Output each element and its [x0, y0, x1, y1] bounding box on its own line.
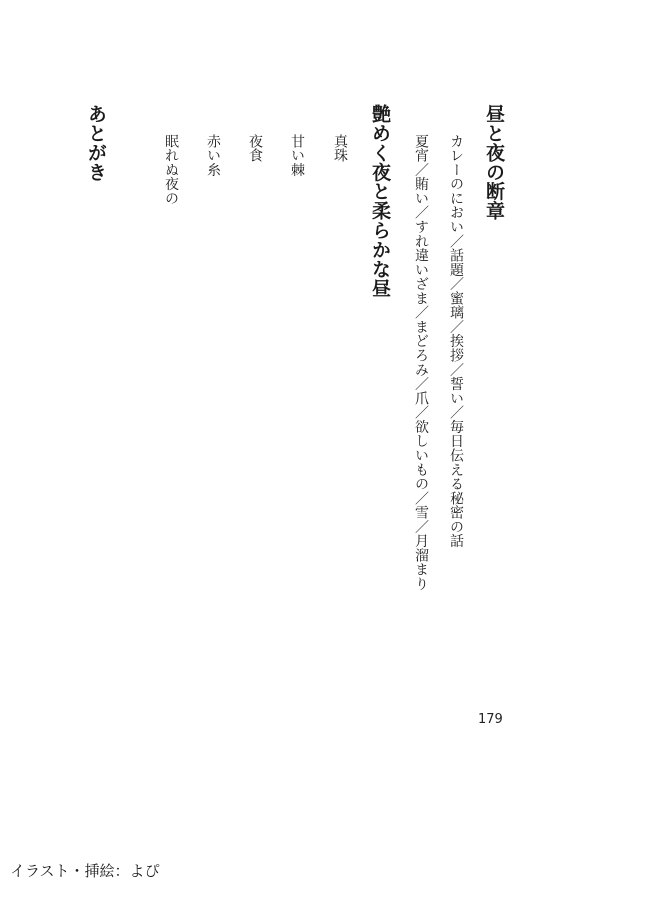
entry-list-line-1: カレーのにおい／話題／蜜璃／挨拶／誓い／毎日伝える秘密の話 — [448, 134, 464, 549]
illustrator-credit: イラスト・挿絵：よぴ — [10, 862, 160, 880]
afterword-title: あとがき — [85, 104, 107, 182]
chapter-amai-toge: 甘い棘 — [289, 134, 305, 177]
entry-list-line-2: 夏宵／賄い／すれ違いざま／まどろみ／爪／欲しいもの／雪／月溜まり — [413, 134, 429, 591]
section-title-hiru-to-yoru: 昼と夜の断章 — [483, 104, 505, 221]
chapter-akai-ito: 赤い糸 — [205, 134, 221, 177]
section-title-tsuyameku-yoru: 艶めく夜と柔らかな昼 — [369, 104, 391, 298]
chapter-yashoku: 夜食 — [247, 134, 263, 163]
page-number: 179 — [478, 712, 503, 727]
chapter-shinju: 真珠 — [332, 134, 348, 163]
chapter-nemurenu-yoru: 眠れぬ夜の — [163, 134, 179, 206]
